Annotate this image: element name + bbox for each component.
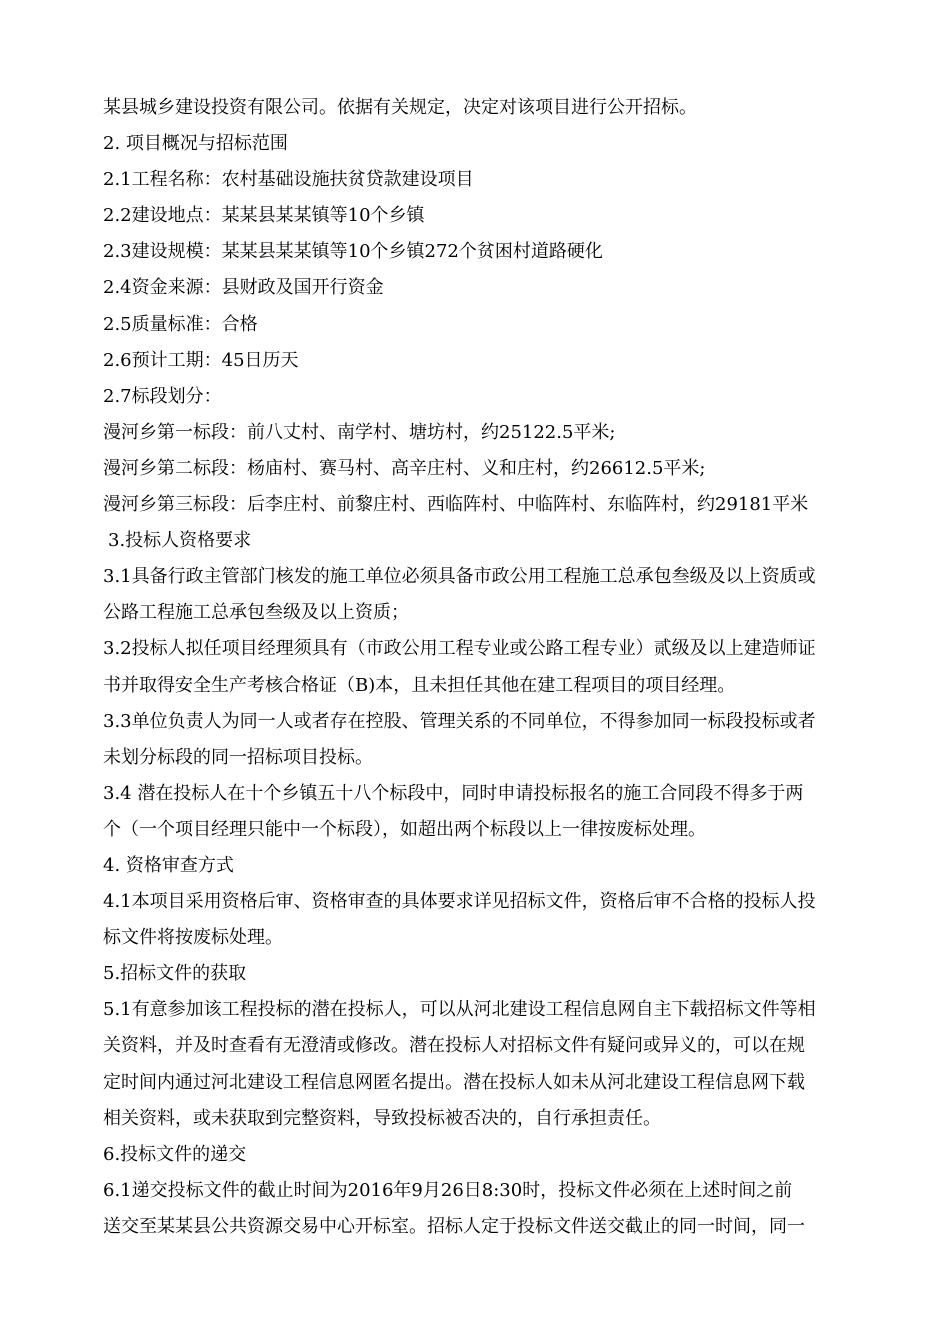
paragraph-line: 2.4资金来源：县财政及国开行资金 [103,277,384,299]
paragraph-line: 2.7标段划分： [103,385,222,407]
paragraph-line: 书并取得安全生产考核合格证（B)本，且未担任其他在建工程项目的项目经理。 [103,674,736,696]
paragraph-line: 公路工程施工总承包叁级及以上资质； [103,602,409,624]
paragraph-line: 2.6预计工期：45日历天 [103,349,299,371]
paragraph-line: 6.1递交投标文件的截止时间为2016年9月26日8:30时，投标文件必须在上述时间之前 [103,1179,793,1201]
section-heading: 5.招标文件的获取 [103,963,247,985]
paragraph-line: 定时间内通过河北建设工程信息网匿名提出。潜在投标人如未从河北建设工程信息网下载 [103,1071,805,1093]
section-heading: 4. 资格审查方式 [103,854,234,876]
paragraph-line: 未划分标段的同一招标项目投标。 [103,746,373,768]
paragraph-line: 漫河乡第二标段：杨庙村、赛马村、高辛庄村、义和庄村，约26612.5平米; [103,457,706,479]
paragraph-line: 3.1具备行政主管部门核发的施工单位必须具备市政公用工程施工总承包叁级及以上资质或 [103,566,816,588]
document-body [103,90,863,1245]
paragraph-line: 漫河乡第一标段：前八丈村、南学村、塘坊村，约25122.5平米; [103,421,616,443]
paragraph-line: 4.1本项目采用资格后审、资格审查的具体要求详见招标文件，资格后审不合格的投标人投 [103,891,816,913]
paragraph-line: 2.1工程名称：农村基础设施扶贫贷款建设项目 [103,169,474,191]
paragraph-line: 相关资料，或未获取到完整资料，导致投标被否决的，自行承担责任。 [103,1107,661,1129]
paragraph-line: 2.5质量标准：合格 [103,313,258,335]
paragraph-line: 关资料，并及时查看有无澄清或修改。潜在投标人对招标文件有疑问或异义的，可以在规 [103,1035,805,1057]
paragraph-line: 2.2建设地点：某某县某某镇等10个乡镇 [103,205,425,227]
paragraph-line: 3.4 潜在投标人在十个乡镇五十八个标段中，同时申请投标报名的施工合同段不得多于两 [103,782,804,804]
paragraph-line: 3.2投标人拟任项目经理须具有（市政公用工程专业或公路工程专业）贰级及以上建造师证 [103,638,816,660]
paragraph-line: 漫河乡第三标段：后李庄村、前黎庄村、西临阵村、中临阵村、东临阵村，约29181平米 [103,494,809,516]
section-heading: 3.投标人资格要求 [108,530,252,552]
paragraph-line: 2.3建设规模：某某县某某镇等10个乡镇272个贫困村道路硬化 [103,241,603,263]
paragraph-line: 3.3单位负责人为同一人或者存在控股、管理关系的不同单位，不得参加同一标段投标或者 [103,710,816,732]
paragraph-line: 5.1有意参加该工程投标的潜在投标人，可以从河北建设工程信息网自主下载招标文件等相 [103,999,816,1021]
paragraph-line: 个（一个项目经理只能中一个标段），如超出两个标段以上一律按废标处理。 [103,818,706,840]
paragraph-line: 标文件将按废标处理。 [103,927,283,949]
paragraph-line: 送交至某某县公共资源交易中心开标室。招标人定于投标文件送交截止的同一时间，同一 [103,1215,805,1237]
section-heading: 2. 项目概况与招标范围 [103,133,288,155]
section-heading: 6.投标文件的递交 [103,1143,247,1165]
paragraph-line: 某县城乡建设投资有限公司。依据有关规定，决定对该项目进行公开招标。 [103,97,697,118]
